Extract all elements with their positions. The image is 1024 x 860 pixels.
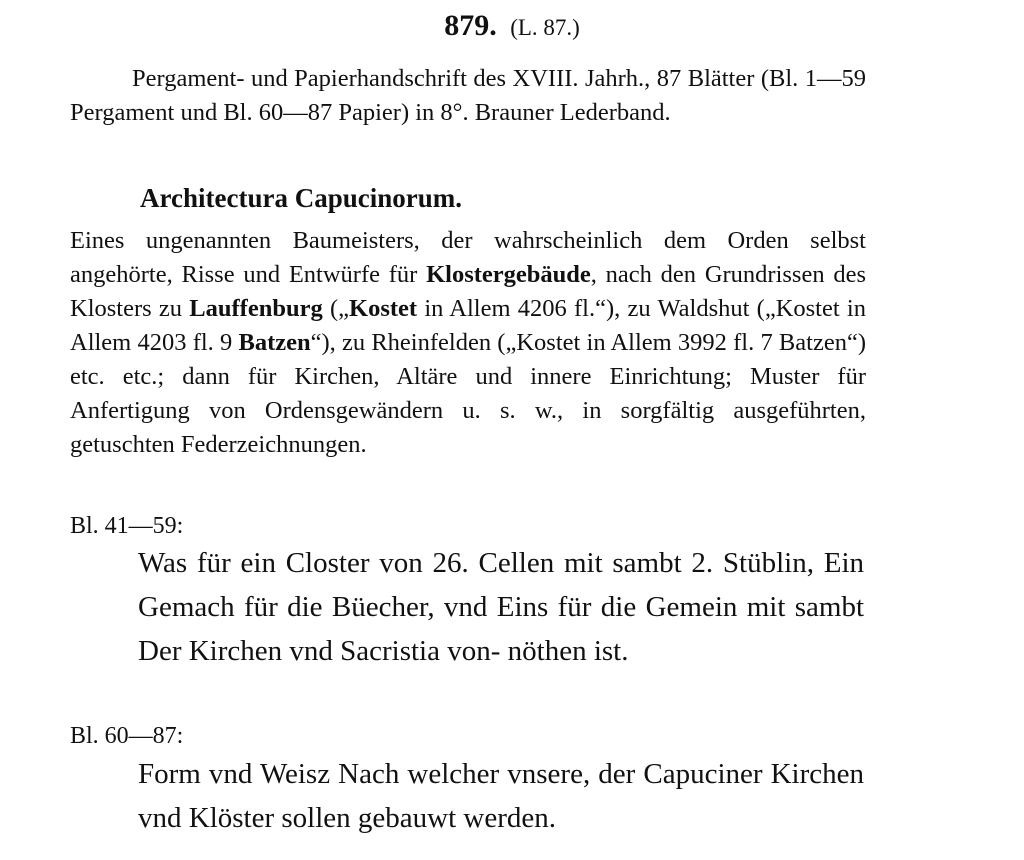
quoted-title-1: Was für ein Closter von 26. Cellen mit sambt 2. Stüblin, Ein Gemach für die Büecher, vnd Eins für die Gemein mit sambt Der Kirchen vnd Sacristia von- nöthen ist.: [138, 547, 864, 667]
content-emphasis-batzen: Batzen: [238, 329, 311, 356]
content-text-2: , nach den Grundrissen des Klosters zu: [70, 261, 866, 322]
entry-shelfmark: (L. 87.): [510, 15, 580, 40]
content-emphasis-lauffenburg: Lauffenburg: [189, 295, 323, 322]
content-text-1: Eines ungenannten Baumeisters, der wahrscheinlich dem Orden selbst angehörte, Risse und Entwürfe für: [70, 227, 866, 288]
content-description: [70, 224, 866, 462]
work-title: Architectura Capucinorum.: [140, 183, 462, 213]
quoted-title-2: Form vnd Weisz Nach welcher vnsere, der Capuciner Kirchen vnd Klöster sollen gebauwt werden.: [138, 758, 864, 834]
content-emphasis-kostet: Kostet: [349, 295, 418, 322]
entry-number: 879.: [444, 9, 497, 42]
content-emphasis-klostergebaeude: Klostergebäude: [426, 261, 591, 288]
entry-heading: [0, 6, 1024, 48]
content-text-5: “), zu Rheinfelden („Kostet in Allem 3992 fl. 7 Batzen“) etc. etc.; dann für Kirchen, Altäre und innere Einrichtung; Muster für Anfertigung von Ordensgewändern u. s. w., in sorgfältig ausgeführten, getuschten Federzeichnungen.: [70, 329, 866, 458]
content-text-4: in Allem 4206 fl.“), zu Waldshut („Kostet in Allem 4203 fl. 9: [70, 295, 866, 356]
folio-range-2: Bl. 60—87:: [70, 723, 184, 749]
folio-range-1: Bl. 41—59:: [70, 513, 184, 539]
content-text-3: („: [322, 295, 350, 322]
manuscript-description: Pergament- und Papierhandschrift des XVIII. Jahrh., 87 Blätter (Bl. 1—59 Pergament und Bl. 60—87 Papier) in 8°. Brauner Lederband.: [70, 65, 866, 126]
